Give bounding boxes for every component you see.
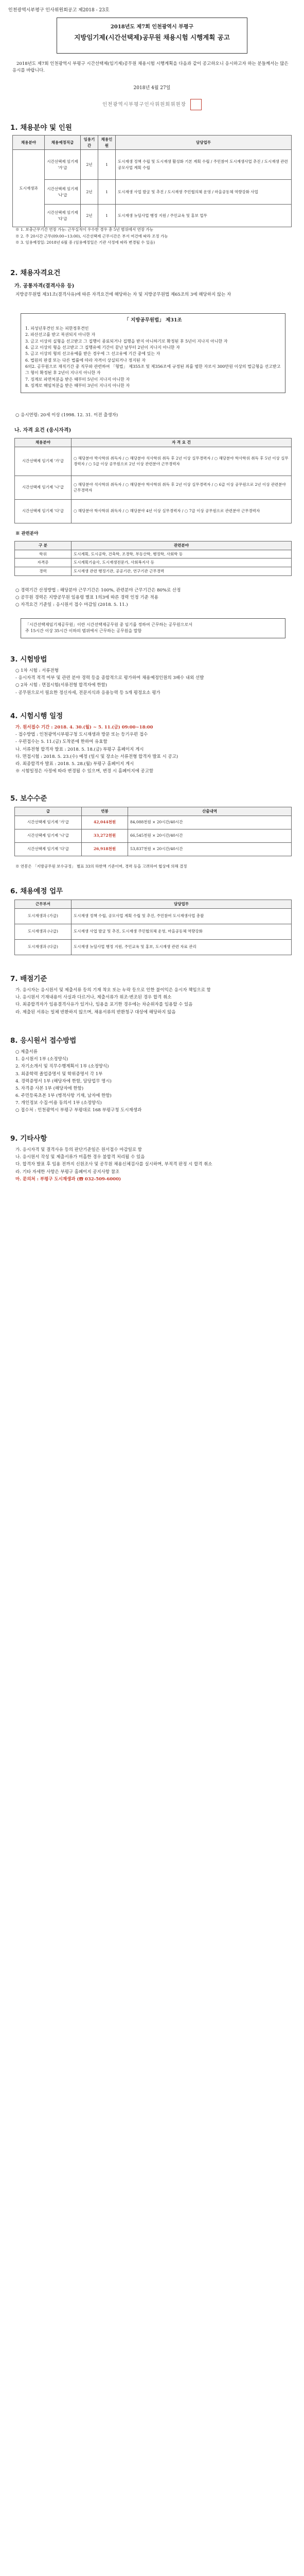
submission-line: 2. 자기소개서 및 직무수행계획서 1부 (소정양식) (15, 1064, 109, 1070)
table-cell: ○ 해당분야 학사학위 취득자 / ○ 해당분야 4년 이상 실무경력자 / ○ 7급 이상 공무원으로 관련분야 근무경력자 (71, 499, 292, 523)
salary-table (14, 807, 292, 856)
table-cell: 1 (98, 205, 116, 227)
table-row (15, 816, 292, 829)
table-cell: 도시재생 관련 행정기관, 공공기관, 연구기관 근무경력 (71, 567, 292, 575)
table-cell: 시간선택제 임기제 '가'급 (15, 816, 82, 829)
law-line: 2. 파산선고를 받고 복권되지 아니한 자 (25, 332, 96, 337)
table-cell: 경력 (15, 567, 71, 575)
submission-line: 1. 응시원서 1부 (소정양식) (15, 1057, 68, 1062)
submission-line: 5. 자격증 사본 1부 (해당자에 한함) (15, 1086, 84, 1091)
subsection-title: 가. 공통자격(결격사유 등) (14, 283, 75, 289)
table-cell: 33,272천원 (82, 829, 128, 842)
submission-line: 4. 경력증명서 1부 (해당자에 한함, 담당업무 명시) (15, 1078, 112, 1084)
related-field-title: ※ 관련분야 (15, 531, 39, 536)
table-cell: 1 (98, 180, 116, 205)
table-cell: 66,545천원 × 20시간/40시간 (128, 829, 292, 842)
qualification-table (14, 438, 292, 523)
table1-header: 채용분야 (13, 135, 45, 150)
table-cell: 도시재생 사업 발굴 및 추진 / 도시재생 주민협의체 운영 / 마을공동체 역량강화 사업 (116, 180, 292, 205)
law-line: 4. 금고 이상의 형을 선고받고 그 집행유예 기간이 끝난 날부터 2년이 지나지 아니한 자 (25, 345, 180, 350)
definition-line: 「시간선택제임기제공무원」이란 시간선택제공무원 중 임기를 정하여 근무하는 공무원으로서 (25, 622, 192, 627)
qualification-paragraph: 지방공무원법 제31조(결격사유)에 따른 자격요건에 해당하는 자 및 지방공무원법 제65조의 3에 해당하지 않는 자 (15, 292, 231, 297)
misc-line: 다. 합격자 발표 후 임용 전까지 신원조사 및 공무원 채용신체검사를 실시하며, 부적격 판정 시 합격 취소 (15, 1162, 212, 1167)
official-seal-icon (190, 99, 202, 110)
table-cell: 시간선택제 임기제 '나'급 (15, 829, 82, 842)
table-row (15, 908, 292, 924)
table3-header: 구 분 (15, 541, 71, 550)
table-row (15, 842, 292, 856)
table-row (15, 550, 292, 558)
table-cell: ○ 해당분야 박사학위 취득자 / ○ 해당분야 석사학위 취득 후 2년 이상 실무경력자 / ○ 해당분야 학사학위 취득 후 5년 이상 실무경력자 / ○ 5급 이상 공무원으로 2년 이상 관련분야 근무경력자 (71, 447, 292, 476)
table-cell: 도시재생 뉴딜사업 행정 지원 / 주민교육 및 홍보 업무 (116, 205, 292, 227)
duties-header: 담당업무 (71, 900, 292, 909)
table-cell: 도시계획기술사, 도시재생전문가, 사회복지사 등 (71, 558, 292, 567)
table3-header: 관련분야 (71, 541, 292, 550)
note-line: ※ 2. 주 20시간 근무(09:00~13:00), 시간선택제 근무시간은 부서 여건에 따라 조정 가능 (15, 233, 168, 239)
law-line: 7. 징계로 파면처분을 받은 때부터 5년이 지나지 아니한 자 (25, 377, 130, 382)
table-cell: 시간선택제 임기제 '다'급 (15, 842, 82, 856)
exam-method-line: - 응시자격 적격 여부 및 관련 분야 경력 등을 종합적으로 평가하여 채용예정인원의 3배수 내외 선발 (15, 675, 204, 681)
section-8-title: 8. 응시원서 접수방법 (10, 1037, 77, 1045)
notice-number: 인천광역시부평구 인사위원회공고 제2018 - 23호 (8, 8, 110, 13)
law-line: 3. 금고 이상의 실형을 선고받고 그 집행이 종료되거나 집행을 받지 아니하기로 확정된 후 5년이 지나지 아니한 자 (25, 338, 228, 344)
table-cell: 시간선택제 임기제 '다'급 (45, 205, 81, 227)
table-row (15, 924, 292, 939)
exam-method-list (15, 668, 291, 697)
section-1-title: 1. 채용분야 및 인원 (10, 124, 72, 132)
table-cell: 자격증 (15, 558, 71, 567)
table-cell: 도시재생 정책 수립, 공모사업 계획 수립 및 추진, 주민참여 도시재생사업 총괄 (71, 908, 292, 924)
table-cell: 도시재생 사업 발굴 및 추진, 도시재생 주민협의체 운영, 마을공동체 역량강화 (71, 924, 292, 939)
schedule-line: 나. 서류전형 합격자 발표 : 2018. 5. 18.(금) 부평구 홈페이지 게시 (15, 747, 144, 752)
table-cell: 도시재생과 (나급) (15, 924, 71, 939)
issuer-line (0, 99, 304, 110)
related-field-table (14, 541, 292, 576)
table-cell: 시간선택제 임기제 '가'급 (45, 150, 81, 180)
salary-note: ※ 연봉은 「지방공무원 보수규정」 별표 33의 하한액 기준이며, 경력 등을 고려하여 협상에 의해 결정 (15, 864, 187, 869)
exam-method-line: ○ 2차 시험 : 면접시험(서류전형 합격자에 한함) (15, 683, 108, 688)
age-requirement: ○ 응시연령: 20세 이상 (1998. 12. 31. 이전 출생자) (15, 413, 118, 418)
table-cell: 도시재생 정책 수립 및 도시재생 활성화 기본 계획 수립 / 주민참여 도시재생사업 추진 / 도시재생 관련 공모사업 계획 수립 (116, 150, 292, 180)
table-cell: 26,918천원 (82, 842, 128, 856)
intro-paragraph: 2018년도 제7회 인천광역시 부평구 시간선택제(임기제)공무원 채용시험 시행계획을 다음과 같이 공고하오니 응시하고자 하는 분들께서는 많은 응시를 바랍니다. (12, 61, 289, 74)
law-excerpt-box (21, 313, 285, 393)
table-cell: 84,088천원 × 20시간/40시간 (128, 816, 292, 829)
definition-box (21, 618, 285, 638)
note-line: ○ 공무원 경력은 지방공무원 임용령 별표 1의3에 따른 경력 인정 기준 적용 (15, 595, 158, 601)
table-cell: 도시재생 뉴딜사업 행정 지원, 주민교육 및 홍보, 도시재생 관련 자료 관리 (71, 939, 292, 955)
law-line: 5. 금고 이상의 형의 선고유예를 받은 경우에 그 선고유예 기간 중에 있는 자 (25, 351, 160, 357)
table-row (15, 558, 292, 567)
table-cell: 시간선택제 임기제 '나'급 (45, 180, 81, 205)
law-line: 6의2. 공무원으로 재직기간 중 직무와 관련하여 「형법」 제355조 및 제356조에 규정된 죄를 범한 자로서 300만원 이상의 벌금형을 선고받고 그 형이 확정된 후 2년이 지나지 아니한 자 (25, 364, 281, 376)
section-6-title: 6. 채용예정 업무 (10, 887, 63, 895)
schedule-list (15, 724, 291, 775)
table-cell: 2년 (81, 150, 98, 180)
section-2-title: 2. 채용자격요건 (10, 269, 61, 277)
law-line: 1. 피성년후견인 또는 피한정후견인 (25, 326, 89, 331)
note-line: ※ 3. 임용예정일: 2018년 6월 중 (임용예정일은 기관 사정에 따라 변경될 수 있음) (15, 240, 155, 245)
exam-method-line: - 공무원으로서 필요한 정신자세, 전문지식과 응용능력 등 5개 평정요소 평가 (15, 690, 160, 696)
table-cell: 도시재생과 (다급) (15, 939, 71, 955)
notice-title-line2: 지방임기제(시간선택제)공무원 채용시험 시행계획 공고 (74, 33, 230, 41)
section-9-title: 9. 기타사항 (10, 1134, 47, 1143)
law-line: 8. 징계로 해임처분을 받은 때부터 3년이 지나지 아니한 자 (25, 383, 130, 388)
table1-header: 채용예정직급 (45, 135, 81, 150)
notice-date: 2018년 4월 27일 (133, 86, 171, 91)
law-line: 6. 법원의 판결 또는 다른 법률에 따라 자격이 상실되거나 정지된 자 (25, 358, 146, 363)
note-line: ○ 자격요건 기준일 : 응시원서 접수 마감일 (2018. 5. 11.) (15, 602, 128, 608)
criteria-line: 나. 응시원서 기재내용이 사실과 다르거나, 제출서류가 위조·변조된 경우 합격 취소 (15, 995, 172, 1001)
table-cell: 2년 (81, 180, 98, 205)
salary-header: 연봉 (82, 807, 128, 816)
criteria-line: 다. 최종합격자가 임용결격사유가 있거나, 임용을 포기한 경우에는 차순위자를 임용할 수 있음 (15, 1002, 193, 1008)
submission-line: 7. 개인정보 수집·이용 동의서 1부 (소정양식) (15, 1100, 102, 1106)
table-cell: 시간선택제 임기제 '나'급 (15, 476, 71, 499)
table1-header: 담당업무 (116, 135, 292, 150)
section-7-title: 7. 배점기준 (10, 975, 47, 983)
misc-line: 나. 응시원서 작성 및 제출서류가 미흡한 경우 불합격 처리될 수 있음 (15, 1155, 145, 1160)
criteria-line: 라. 제출된 서류는 일체 반환하지 않으며, 채용서류의 반환청구 대상에 해당하지 않음 (15, 1009, 176, 1015)
table-row (15, 939, 292, 955)
notice-title-line1: 2018년도 제7회 인천광역시 부평구 (110, 24, 194, 30)
table1-notes (15, 227, 291, 246)
exam-method-line: ○ 1차 시험 : 서류전형 (15, 668, 59, 673)
table2-header: 채용분야 (15, 438, 71, 447)
submission-line: ○ 제출서류 (15, 1049, 38, 1055)
note-line: ○ 경력기간 산정방법 : 해당분야 근무기간은 100%, 관련분야 근무기간은 80%로 산정 (15, 588, 181, 593)
table-row (15, 499, 292, 523)
notice-title-box (57, 18, 247, 54)
table-cell: 42,044천원 (82, 816, 128, 829)
table-row (15, 476, 292, 499)
section-4-title: 4. 시험시행 일정 (10, 712, 63, 720)
table-cell: 도시재생과 (가급) (15, 908, 71, 924)
criteria-line: 가. 응시자는 응시원서 및 제출서류 등의 기재 착오 또는 누락 등으로 인한 불이익은 응시자 책임으로 함 (15, 988, 211, 993)
recruitment-table (12, 135, 292, 227)
schedule-line: - 접수방법 : 인천광역시부평구청 도시재생과 방문 또는 등기우편 접수 (15, 732, 148, 738)
table2-header: 자 격 요 건 (71, 438, 292, 447)
note-line: ※ 1. 보충근무기간 연장 가능: 근무실적이 우수한 경우 총 5년 범위에서 연장 가능 (15, 227, 153, 232)
submission-line: 3. 최종학력 졸업증명서 및 학위증명서 각 1부 (15, 1071, 103, 1077)
schedule-line: - 우편접수는 5. 11.(금) 도착분에 한하여 유효함 (15, 739, 108, 745)
section-5-title: 5. 보수수준 (10, 794, 47, 803)
schedule-line: ※ 시험일정은 사정에 따라 변경될 수 있으며, 변경 시 홈페이지에 공고함 (15, 769, 154, 774)
section-3-title: 3. 시험방법 (10, 655, 47, 664)
duties-header: 근무부서 (15, 900, 71, 909)
salary-header: 급 (15, 807, 82, 816)
table-row (13, 180, 292, 205)
table-cell: 1 (98, 150, 116, 180)
misc-list (15, 1147, 291, 1183)
misc-line: 가. 응시자격 및 결격사유 등의 판단기준일은 원서접수 마감일로 함 (15, 1147, 142, 1153)
table-cell: 학위 (15, 550, 71, 558)
schedule-line: 가. 원서접수 기간 : 2018. 4. 30.(월) ~ 5. 11.(금) 09:00~18:00 (15, 725, 153, 730)
definition-line: 주 15시간 이상 35시간 이하의 범위에서 근무하는 공무원을 말함 (25, 629, 142, 634)
table-row (15, 447, 292, 476)
table-cell: 2년 (81, 205, 98, 227)
table1-header: 임용기간 (81, 135, 98, 150)
table-row (15, 829, 292, 842)
qualification-notes (15, 587, 291, 609)
schedule-line: 라. 최종합격자 발표 : 2018. 5. 28.(월) 부평구 홈페이지 게시 (15, 761, 134, 767)
criteria-list (15, 987, 291, 1016)
issuer-name: 인천광역시부평구인사위원회위원장 (102, 101, 186, 108)
table-row (13, 150, 292, 180)
table-cell: 시간선택제 임기제 '다'급 (15, 499, 71, 523)
table-row (15, 567, 292, 575)
table-cell: ○ 해당분야 석사학위 취득자 / ○ 해당분야 학사학위 취득 후 2년 이상 실무경력자 / ○ 6급 이상 공무원으로 2년 이상 관련분야 근무경력자 (71, 476, 292, 499)
misc-line: 라. 기타 자세한 사항은 부평구 홈페이지 공지사항 참조 (15, 1169, 120, 1175)
table-cell: 시간선택제 임기제 '가'급 (15, 447, 71, 476)
salary-header: 산출내역 (128, 807, 292, 816)
misc-line: 마. 문의처 : 부평구 도시재생과 (☎ 032-509-6000) (15, 1176, 121, 1182)
duties-table (14, 900, 292, 955)
law-excerpt-title: 「 지방공무원법」 제31조 (124, 317, 182, 323)
submission-line: 6. 주민등록초본 1부 (병적사항 기재, 남자에 한함) (15, 1093, 112, 1099)
submission-list (15, 1049, 291, 1115)
subsection-title: 나. 자격 요건 (응시자격) (14, 428, 71, 433)
schedule-line: 다. 면접시험 : 2018. 5. 23.(수) 예정 (일시 및 장소는 서류전형 합격자 발표 시 공고) (15, 754, 178, 759)
table-cell: 도시계획, 도시공학, 건축학, 조경학, 부동산학, 행정학, 사회학 등 (71, 550, 292, 558)
table-cell: 53,837천원 × 20시간/40시간 (128, 842, 292, 856)
table-cell: 도시재생과 (13, 150, 45, 227)
table-row (13, 205, 292, 227)
table1-header: 채용인원 (98, 135, 116, 150)
submission-line: ○ 접수처 : 인천광역시 부평구 부평대로 168 부평구청 도시재생과 (15, 1108, 142, 1113)
